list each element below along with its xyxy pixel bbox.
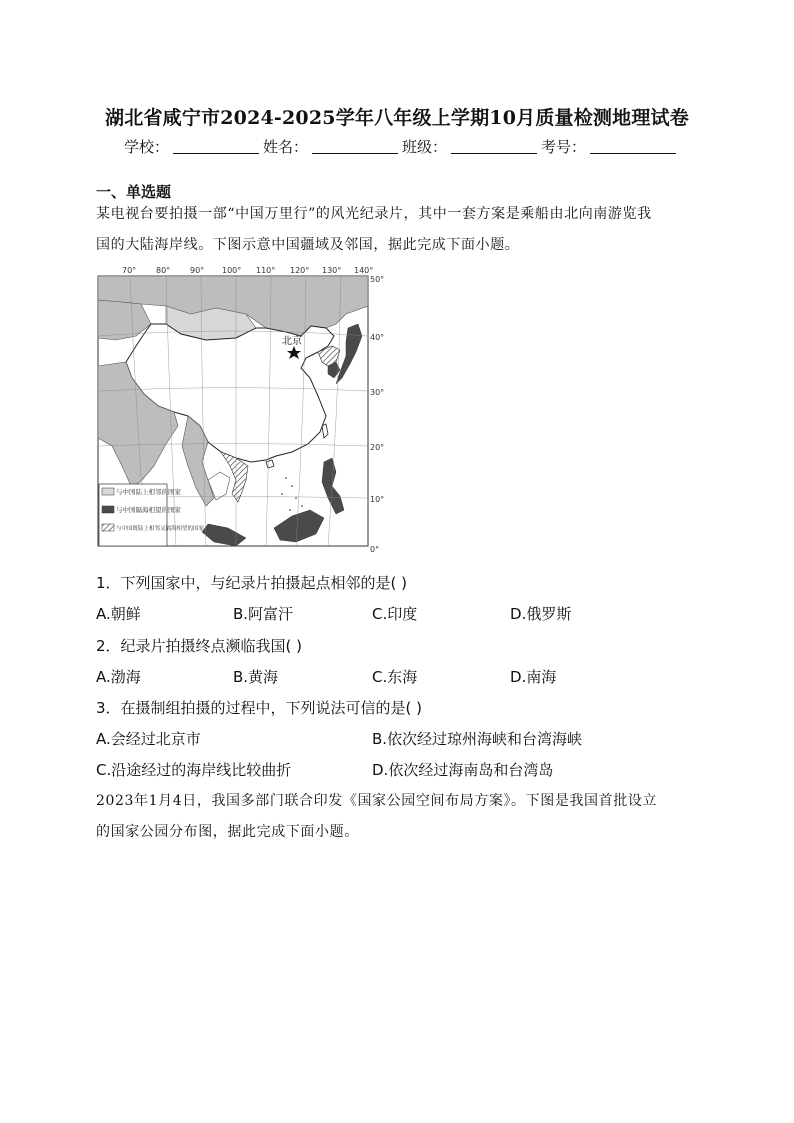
svg-text:130°: 130° xyxy=(322,266,342,275)
name-label: 姓名： xyxy=(263,138,309,156)
svg-text:70°: 70° xyxy=(122,266,137,275)
svg-text:90°: 90° xyxy=(190,266,205,275)
school-label: 学校： xyxy=(124,138,170,156)
svg-text:80°: 80° xyxy=(156,266,171,275)
question-3-stem: 3．在摄制组拍摄的过程中，下列说法可信的是( ) xyxy=(96,699,423,717)
svg-text:30°: 30° xyxy=(370,388,385,397)
svg-text:0°: 0° xyxy=(370,545,380,554)
hainan-island xyxy=(266,460,274,468)
question-2-stem: 2．纪录片拍摄终点濒临我国( ) xyxy=(96,637,303,655)
name-blank xyxy=(312,139,398,154)
question-1-option-d[interactable]: D.俄罗斯 xyxy=(510,605,572,623)
svg-text:100°: 100° xyxy=(222,266,242,275)
question-2-option-c[interactable]: C.东海 xyxy=(372,668,418,686)
question-1-option-c[interactable]: C.印度 xyxy=(372,605,418,623)
exam-number-label: 考号： xyxy=(541,138,587,156)
legend-sea-neighbor-label: 与中国隔海相望的国家 xyxy=(116,506,181,514)
longitude-labels xyxy=(122,266,373,275)
svg-text:10°: 10° xyxy=(370,495,385,504)
svg-text:120°: 120° xyxy=(290,266,310,275)
passage-2-line-1: 2023年1月4日，我国多部门联合印发《国家公园空间布局方案》。下图是我国首批设立 xyxy=(96,793,658,809)
beijing-label: 北京 xyxy=(282,336,302,347)
question-3-option-c[interactable]: C.沿途经过的海岸线比较曲折 xyxy=(96,761,292,779)
passage-1-line-2: 国的大陆海岸线。下图示意中国疆域及邻国，据此完成下面小题。 xyxy=(96,237,520,253)
passage-2-line-2: 的国家公园分布图，据此完成下面小题。 xyxy=(96,824,359,840)
exam-number-blank xyxy=(590,139,676,154)
svg-text:40°: 40° xyxy=(370,333,385,342)
question-3-option-d[interactable]: D.依次经过海南岛和台湾岛 xyxy=(372,761,554,779)
student-info-row xyxy=(124,136,680,157)
legend-land-neighbor-swatch xyxy=(102,488,114,495)
question-3-option-b[interactable]: B.依次经过琼州海峡和台湾海峡 xyxy=(372,730,583,748)
question-1-option-a[interactable]: A.朝鲜 xyxy=(96,605,141,623)
legend-both-neighbor-label: 与中国既陆上相邻又隔海相望的国家 xyxy=(116,526,205,532)
svg-text:140°: 140° xyxy=(354,266,374,275)
svg-text:50°: 50° xyxy=(370,275,385,284)
svg-text:110°: 110° xyxy=(256,266,276,275)
china-territory-map xyxy=(96,266,386,558)
legend-sea-neighbor-swatch xyxy=(102,506,114,513)
class-blank xyxy=(451,139,537,154)
question-2-option-d[interactable]: D.南海 xyxy=(510,668,557,686)
question-1-option-b[interactable]: B.阿富汗 xyxy=(233,605,294,623)
question-1-stem: 1．下列国家中，与纪录片拍摄起点相邻的是( ) xyxy=(96,574,408,592)
question-3-option-a[interactable]: A.会经过北京市 xyxy=(96,730,201,748)
passage-1 xyxy=(96,199,708,261)
exam-title: 湖北省咸宁市2024-2025学年八年级上学期10月质量检测地理试卷 xyxy=(105,107,689,129)
legend-land-neighbor-label: 与中国陆上相邻的国家 xyxy=(116,488,181,496)
class-label: 班级： xyxy=(402,138,448,156)
passage-1-line-1: 某电视台要拍摄一部“中国万里行”的风光纪录片，其中一套方案是乘船由北向南游览我 xyxy=(96,206,652,222)
section-heading: 一、单选题 xyxy=(96,183,172,201)
svg-text:20°: 20° xyxy=(370,443,385,452)
latitude-labels xyxy=(370,275,384,554)
legend-both-neighbor-swatch xyxy=(102,524,114,531)
question-2-option-a[interactable]: A.渤海 xyxy=(96,668,141,686)
passage-2 xyxy=(96,786,708,848)
school-blank xyxy=(173,139,259,154)
question-2-option-b[interactable]: B.黄海 xyxy=(233,668,279,686)
